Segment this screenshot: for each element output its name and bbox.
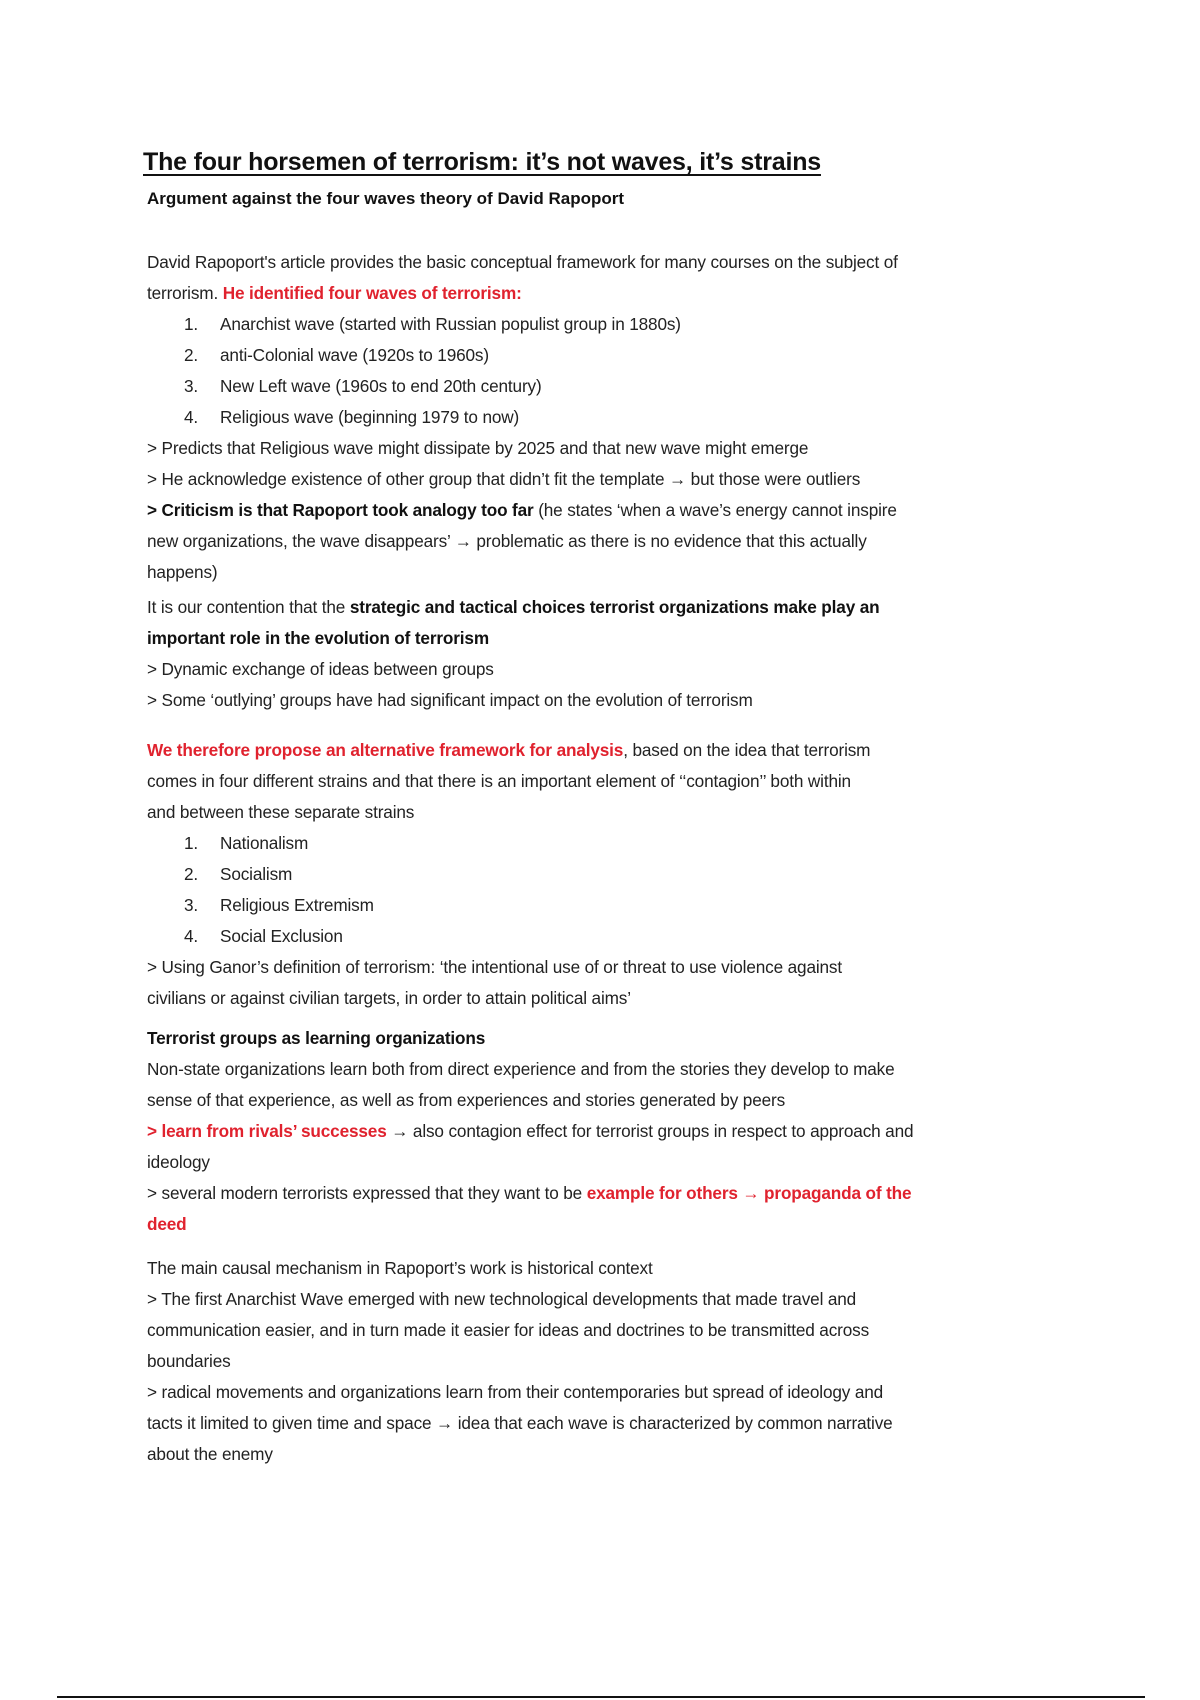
highlight-text: He identified four waves of terrorism: bbox=[222, 283, 522, 303]
list-text: Religious wave (beginning 1979 to now) bbox=[220, 407, 520, 427]
list-text: anti-Colonial wave (1920s to 1960s) bbox=[220, 345, 489, 365]
paragraph-line bbox=[147, 592, 1067, 623]
paragraph-line: and between these separate strains bbox=[147, 802, 415, 822]
list-item bbox=[147, 859, 1067, 890]
bullet-line: > Using Ganor’s definition of terrorism: ‘the intentional use of or threat to use violence against bbox=[147, 957, 842, 977]
bullet-line bbox=[147, 1178, 1067, 1209]
bullet-line bbox=[147, 495, 1067, 526]
bullet-line: ideology bbox=[147, 1152, 210, 1172]
list-text: New Left wave (1960s to end 20th century) bbox=[220, 376, 542, 396]
list-item bbox=[147, 340, 1067, 371]
paragraph-line: David Rapoport's article provides the basic conceptual framework for many courses on the subject of bbox=[147, 252, 898, 272]
text-span: (he states ‘when a wave’s energy cannot inspire bbox=[533, 500, 897, 520]
bullet-line: new organizations, the wave disappears’ → problematic as there is no evidence that this actually bbox=[147, 531, 867, 551]
text-span: It is our contention that the bbox=[147, 597, 350, 617]
list-number: 4. bbox=[184, 926, 199, 946]
bold-text: > Criticism is that Rapoport took analogy too far bbox=[147, 500, 534, 520]
text-span: terrorism. bbox=[147, 283, 223, 303]
list-text: Socialism bbox=[220, 864, 293, 884]
document-subtitle: Argument against the four waves theory of David Rapoport bbox=[147, 189, 625, 208]
paragraph-line: Non-state organizations learn both from direct experience and from the stories they develop to make bbox=[147, 1059, 895, 1079]
paragraph-line: important role in the evolution of terrorism bbox=[147, 628, 489, 648]
text-span: , based on the idea that terrorism bbox=[623, 740, 871, 760]
page-bottom-divider bbox=[57, 1696, 1145, 1698]
bullet-line: > He acknowledge existence of other group that didn’t fit the template → but those were outliers bbox=[147, 469, 861, 489]
section-strains-framework bbox=[147, 735, 1067, 1014]
list-number: 1. bbox=[184, 314, 199, 334]
bullet-line bbox=[147, 1116, 1067, 1147]
list-item bbox=[147, 828, 1067, 859]
section-learning-organizations bbox=[147, 1023, 1067, 1240]
section-contention bbox=[147, 592, 1067, 716]
bullet-line: happens) bbox=[147, 562, 218, 582]
paragraph-line: comes in four different strains and that there is an important element of ‘‘contagion’’ both within bbox=[147, 771, 851, 791]
section-heading: Terrorist groups as learning organizations bbox=[147, 1028, 486, 1048]
list-item bbox=[147, 921, 1067, 952]
list-text: Religious Extremism bbox=[220, 895, 374, 915]
paragraph-line bbox=[147, 278, 1067, 309]
list-item bbox=[147, 402, 1067, 433]
paragraph-line: sense of that experience, as well as from experiences and stories generated by peers bbox=[147, 1090, 786, 1110]
list-number: 3. bbox=[184, 376, 199, 396]
section-causal-mechanism bbox=[147, 1253, 1067, 1470]
bold-text: strategic and tactical choices terrorist organizations make play an bbox=[349, 597, 880, 617]
highlight-text: > learn from rivals’ successes bbox=[147, 1121, 387, 1141]
list-number: 1. bbox=[184, 833, 199, 853]
list-text: Nationalism bbox=[220, 833, 309, 853]
paragraph-line bbox=[147, 735, 1067, 766]
list-item bbox=[147, 371, 1067, 402]
list-number: 2. bbox=[184, 864, 199, 884]
bullet-line: > Predicts that Religious wave might dissipate by 2025 and that new wave might emerge bbox=[147, 438, 809, 458]
bullet-line: > Dynamic exchange of ideas between groups bbox=[147, 659, 494, 679]
highlight-text: example for others → propaganda of the bbox=[586, 1183, 912, 1203]
text-span: > several modern terrorists expressed that they want to be bbox=[147, 1183, 587, 1203]
highlight-text: We therefore propose an alternative framework for analysis bbox=[147, 740, 624, 760]
bullet-line: > The first Anarchist Wave emerged with new technological developments that made travel and bbox=[147, 1289, 857, 1309]
bullet-line: tacts it limited to given time and space → idea that each wave is characterized by common narrative bbox=[147, 1413, 893, 1433]
bullet-line: > radical movements and organizations learn from their contemporaries but spread of ideology and bbox=[147, 1382, 884, 1402]
section-rapoport-waves bbox=[147, 247, 1067, 588]
paragraph-line: The main causal mechanism in Rapoport’s work is historical context bbox=[147, 1258, 653, 1278]
bullet-line: civilians or against civilian targets, in order to attain political aims’ bbox=[147, 988, 631, 1008]
bullet-line: > Some ‘outlying’ groups have had significant impact on the evolution of terrorism bbox=[147, 690, 753, 710]
list-text: Social Exclusion bbox=[220, 926, 343, 946]
list-number: 4. bbox=[184, 407, 199, 427]
text-span: → also contagion effect for terrorist groups in respect to approach and bbox=[386, 1121, 914, 1141]
list-number: 3. bbox=[184, 895, 199, 915]
bullet-line: about the enemy bbox=[147, 1444, 273, 1464]
list-item bbox=[147, 890, 1067, 921]
bullet-line: boundaries bbox=[147, 1351, 231, 1371]
list-number: 2. bbox=[184, 345, 199, 365]
list-text: Anarchist wave (started with Russian populist group in 1880s) bbox=[220, 314, 681, 334]
highlight-text: deed bbox=[147, 1214, 187, 1234]
bullet-line: communication easier, and in turn made it easier for ideas and doctrines to be transmitted across bbox=[147, 1320, 870, 1340]
list-item bbox=[147, 309, 1067, 340]
document-title: The four horsemen of terrorism: it’s not waves, it’s strains bbox=[143, 148, 821, 176]
